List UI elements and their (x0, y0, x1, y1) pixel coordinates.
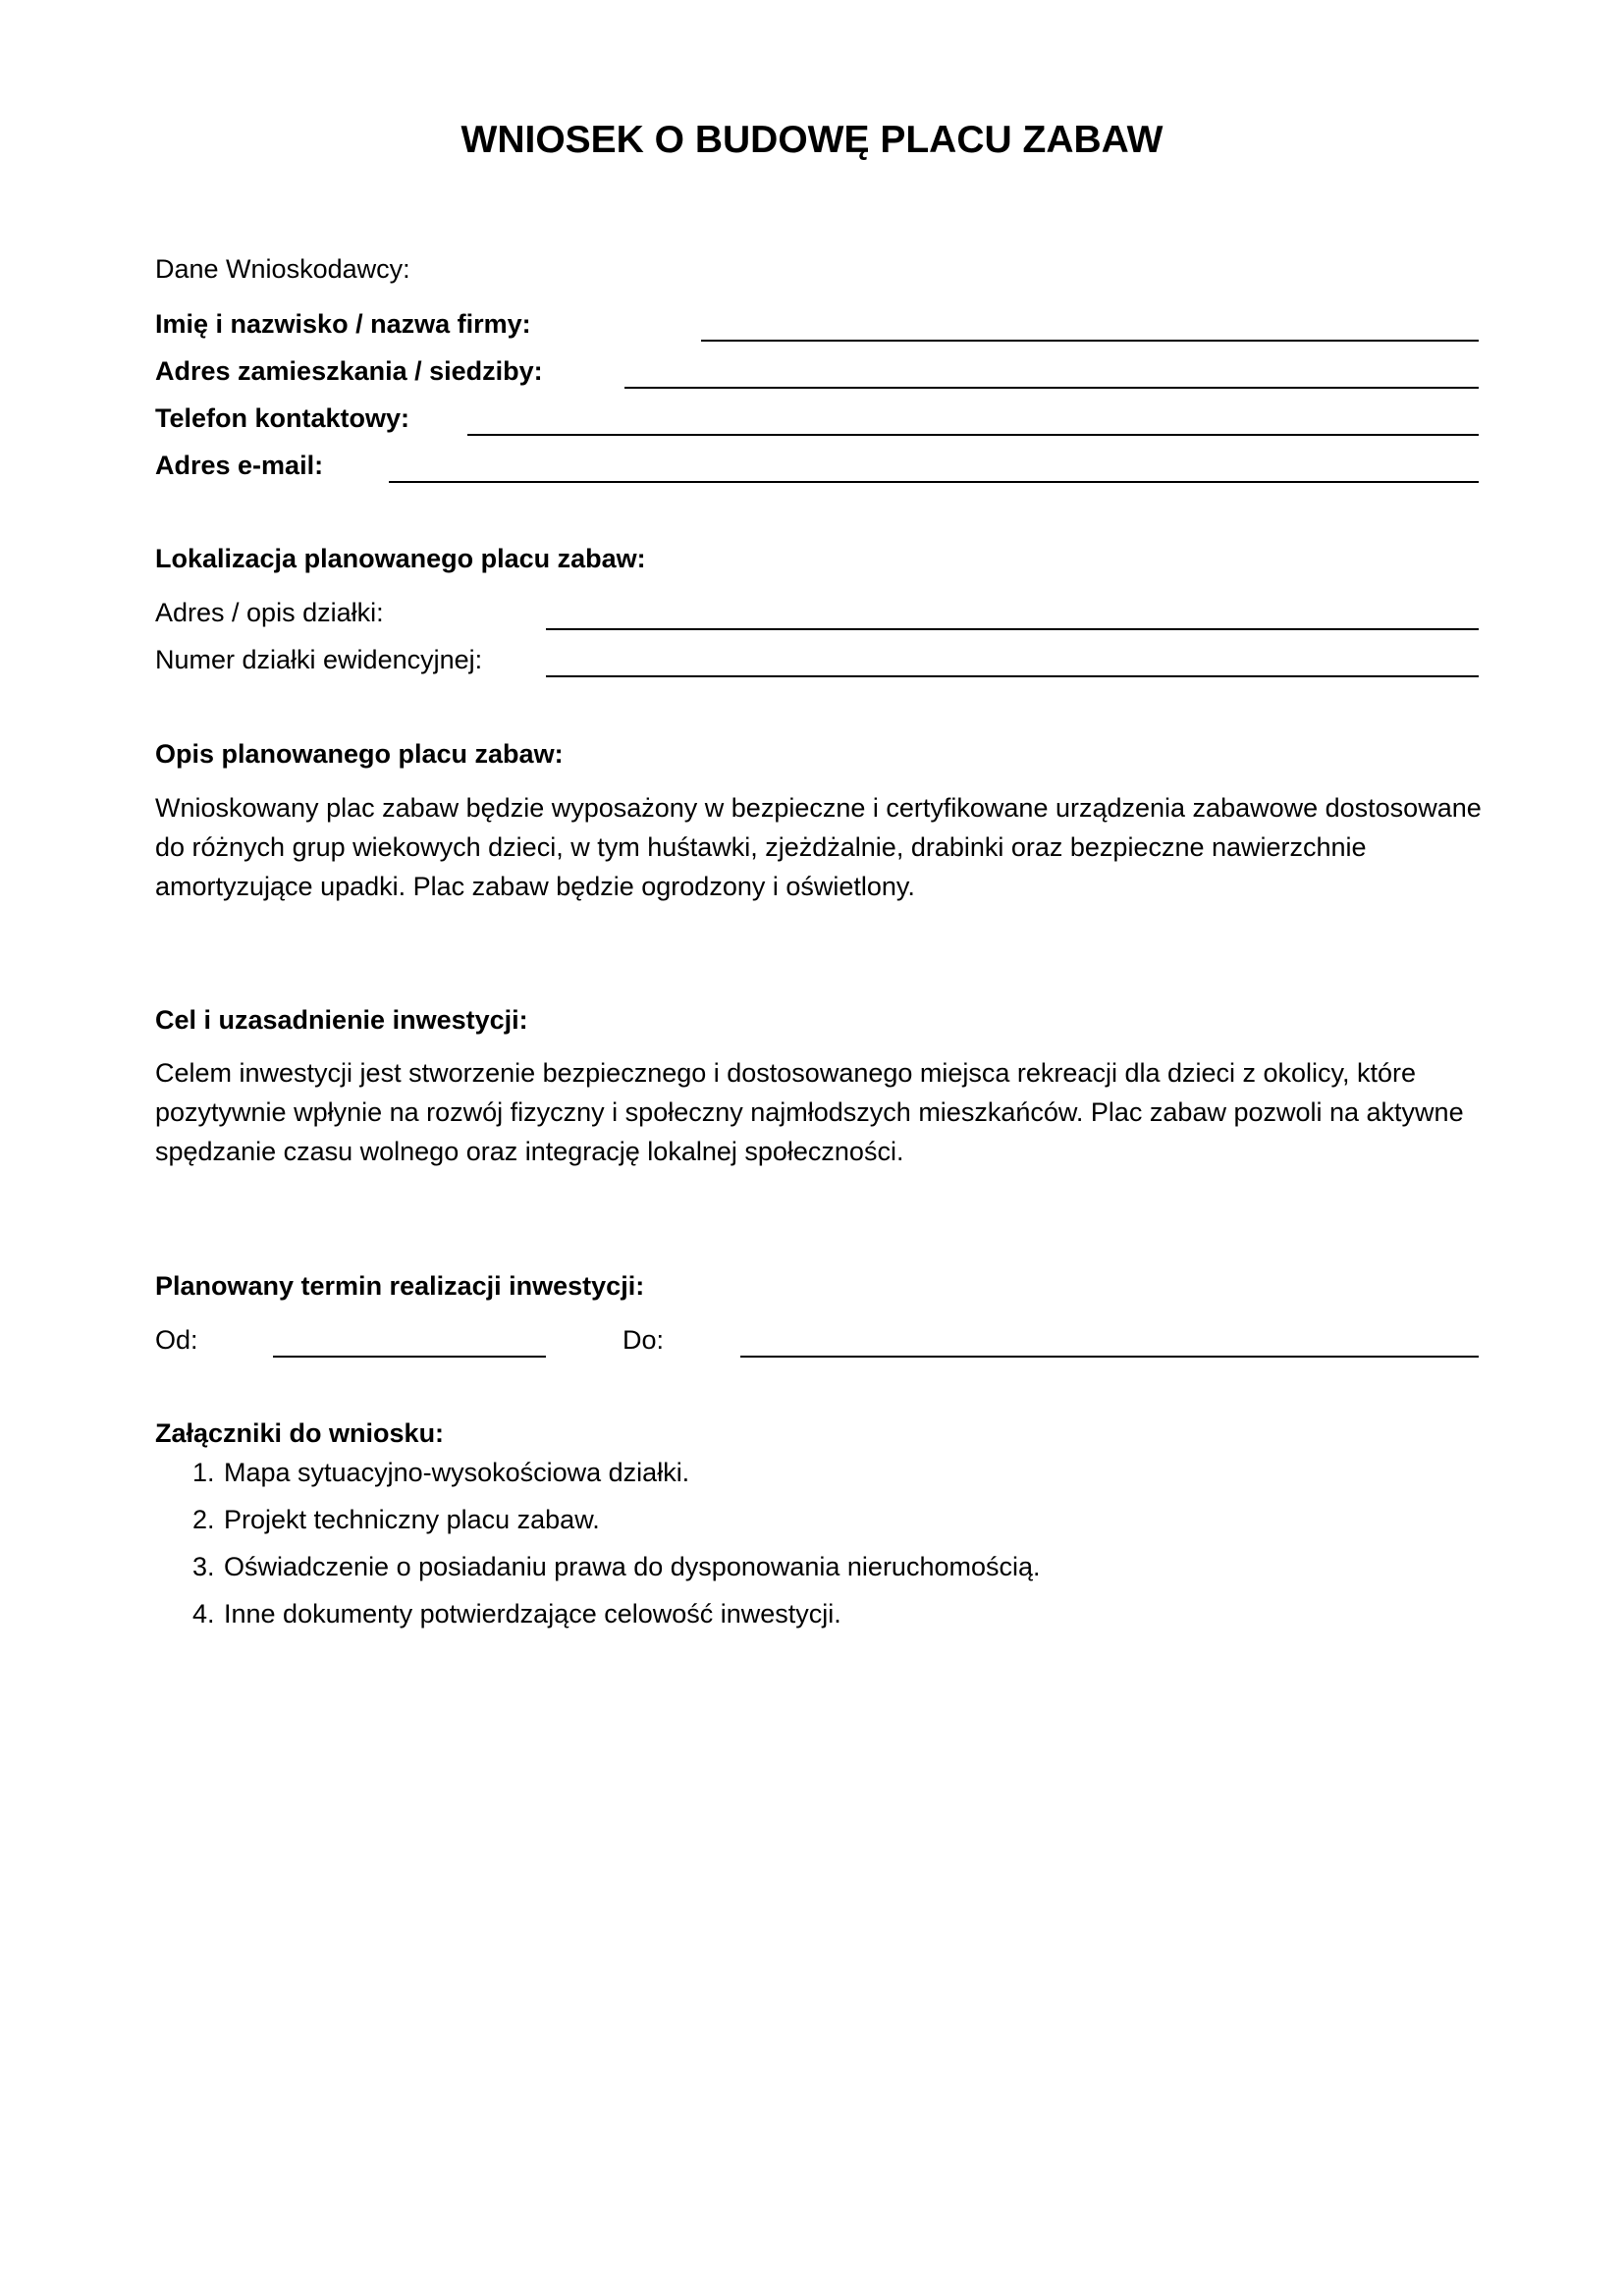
description-text: Wnioskowany plac zabaw będzie wyposażony w bezpieczne i certyfikowane urządzenia zabawowe dostosowane do różnych grup wiekowych dzieci, w tym huśtawki, zjeżdżalnie, drabinki oraz bezpieczne nawierzchnie amortyzujące upadki. Plac zabaw będzie ogrodzony i oświetlony. (155, 793, 1482, 901)
list-item (155, 1457, 1041, 1504)
email-label: Adres e-mail: (155, 451, 324, 480)
from-label: Od: (155, 1325, 198, 1355)
purpose-section-heading: Cel i uzasadnienie inwestycji: (155, 1005, 528, 1035)
address-field[interactable] (624, 387, 1479, 389)
schedule-section-heading: Planowany termin realizacji inwestycji: (155, 1271, 645, 1301)
list-item-text: Oświadczenie o posiadaniu prawa do dysponowania nieruchomością. (224, 1552, 1041, 1581)
list-item (155, 1551, 1041, 1598)
list-item-number: 3. (192, 1552, 215, 1581)
plot-address-field[interactable] (546, 628, 1479, 630)
email-field[interactable] (389, 481, 1479, 483)
list-item-text: Projekt techniczny placu zabaw. (224, 1505, 600, 1534)
description-section-heading: Opis planowanego placu zabaw: (155, 739, 564, 769)
list-item (155, 1504, 1041, 1551)
phone-label: Telefon kontaktowy: (155, 403, 410, 433)
to-label: Do: (623, 1325, 665, 1355)
document-title: WNIOSEK O BUDOWĘ PLACU ZABAW (460, 119, 1164, 161)
list-item-text: Inne dokumenty potwierdzające celowość inwestycji. (224, 1599, 841, 1629)
to-date-field[interactable] (740, 1356, 1479, 1358)
list-item-text: Mapa sytuacyjno-wysokościowa działki. (224, 1458, 690, 1487)
applicant-section-heading: Dane Wnioskodawcy: (155, 254, 410, 284)
list-item-number: 4. (192, 1599, 215, 1629)
location-section-heading: Lokalizacja planowanego placu zabaw: (155, 544, 646, 573)
plot-address-label: Adres / opis działki: (155, 598, 384, 627)
purpose-text: Celem inwestycji jest stworzenie bezpiecznego i dostosowanego miejsca rekreacji dla dzieci z okolicy, które pozytywnie wpłynie na rozwój fizyczny i społeczny najmłodszych mieszkańców. Plac zabaw pozwoli na aktywne spędzanie czasu wolnego oraz integrację lokalnej społeczności. (155, 1058, 1464, 1166)
attachments-list (155, 1457, 1041, 1645)
phone-field[interactable] (467, 434, 1479, 436)
address-label: Adres zamieszkania / siedziby: (155, 356, 543, 386)
plot-number-field[interactable] (546, 675, 1479, 677)
attachments-section-heading: Załączniki do wniosku: (155, 1418, 445, 1448)
plot-number-label: Numer działki ewidencyjnej: (155, 645, 483, 674)
list-item-number: 1. (192, 1458, 215, 1487)
list-item-number: 2. (192, 1505, 215, 1534)
list-item (155, 1598, 1041, 1645)
name-field[interactable] (701, 340, 1479, 342)
name-label: Imię i nazwisko / nazwa firmy: (155, 309, 531, 339)
from-date-field[interactable] (273, 1356, 546, 1358)
